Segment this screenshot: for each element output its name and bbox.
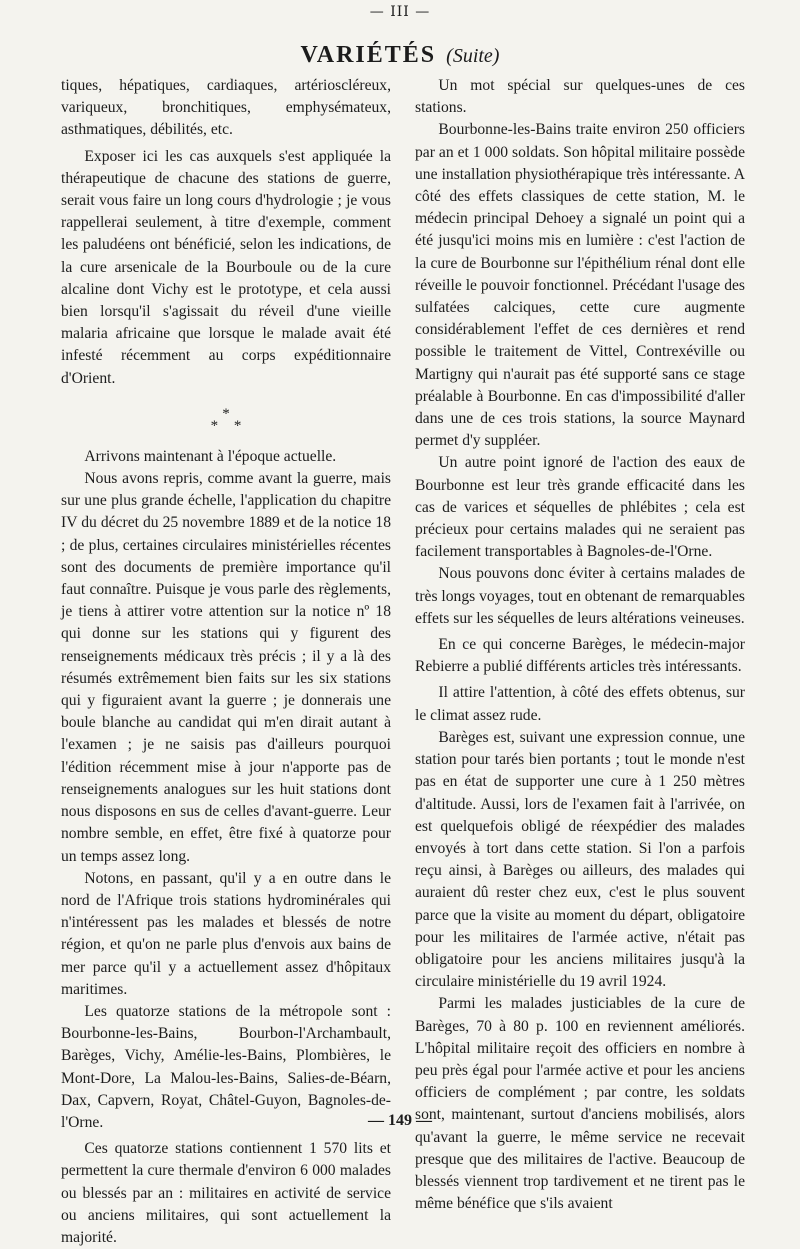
left-paragraph-6: Les quatorze stations de la métropole sont : Bourbonne-les-Bains, Bourbon-l'Archambault, Barèges, Vichy, Amélie-les-Bains, Plombières, le Mont-Dore, La Malou-les-Bains, Salies-de-Béarn, Dax, Capvern, Royat, Châtel-Guyon, Bagnoles-de-l'Orne. bbox=[61, 1002, 391, 1131]
asterism-bottom: * * bbox=[210, 417, 248, 434]
title-main: VARIÉTÉS bbox=[300, 42, 437, 68]
right-paragraph-6: Il attire l'attention, à côté des effets obtenus, sur le climat assez rude. bbox=[415, 684, 745, 724]
left-paragraph-4: Nous avons repris, comme avant la guerre, mais sur une plus grande échelle, l'application du chapitre IV du décret du 25 novembre 1889 et de la notice 18 ; de plus, certaines circulaires ministérielles récentes sont des documents de première importance qu'il faut connaître. Puisque je vous parle des règlements, je tiens à attirer votre attention sur la notice nº 18 qui donne sur les stations qui y figurent des renseignements médicaux très précis ; il y a là des résumés extrêmement bien faits sur les six stations qui y figuraient avant la guerre ; je donnerais une boule blanche au candidat qui m'en dirait autant à l'examen ; je ne saisis pas d'ailleurs pourquoi l'édition récemment mise à jour n'apporte pas de renseignements analogues sur les huit stations dont nous disposons en sus de celles d'avant-guerre. Leur nombre semble, en effet, être fixé à quatorze pour un temps assez long. bbox=[61, 470, 391, 865]
left-paragraph-2: Exposer ici les cas auxquels s'est appliquée la thérapeutique de chacune des stations de guerre, serait vous faire un long cours d'hydrologie ; je vous rappellerai seulement, à titre d'exemple, comment les paludéens ont bénéficié, selon les indications, de la cure arsenicale de la Bourboule ou de la cure alcaline dont Vichy est le prototype, et cela aussi bien lorsqu'il s'agissait du réveil d'une vieille malaria africaine que lorsque le malade avait été infesté récemment au corps expéditionnaire d'Orient. bbox=[61, 147, 391, 387]
right-paragraph-7: Barèges est, suivant une expression connue, une station pour tarés bien portants ; tout le monde n'est pas en état de supporter une cure à 1 250 mètres d'altitude. Aussi, lors de l'examen fait à l'arrivée, on est quelquefois obligé de réexpédier des malades envoyés à tort dans cette station. Si l'on a parfois reçu ainsi, à Barèges ou ailleurs, des malades qui auraient dû rester chez eux, c'est le plus souvent parce que la visite au moment du départ, obligatoire pour les militaires de l'armée active, n'était pas obligatoire pour les anciens militaires jusqu'à la circulaire ministérielle du 19 avril 1924. bbox=[415, 728, 745, 991]
left-paragraph-3: Arrivons maintenant à l'époque actuelle. bbox=[84, 447, 337, 465]
right-paragraph-3: Un autre point ignoré de l'action des eaux de Bourbonne est leur très grande efficacité dans les cas de varices et séquelles de phlébites ; cela est précieux pour certains malades qui ne seraient pas facilement transportables à Bagnoles-de-l'Orne. bbox=[415, 454, 745, 561]
running-folio: — III — bbox=[369, 4, 431, 20]
left-paragraph-7: Ces quatorze stations contiennent 1 570 lits et permettent la cure thermale d'environ 6 000 malades ou blessés par an : militaires en activité de service ou anciens militaires, qui sont actuellement la majorité. bbox=[61, 1140, 391, 1246]
right-paragraph-8: Parmi les malades justiciables de la cure de Barèges, 70 à 80 p. 100 en reviennent améliorés. L'hôpital militaire reçoit des officiers en nombre à peu près égal pour l'armée active et pour les anciens officiers de complément ; par contre, les soldats sont, maintenant, surtout d'anciens mobilisés, alors qu'avant la guerre, le même service ne recevait presque que des militaires de l'active. Beaucoup de blessés viennent trop tardivement et ne tirent pas le même bénéfice que s'ils avaient bbox=[415, 995, 745, 1213]
right-column bbox=[415, 75, 745, 1215]
asterism-top: * bbox=[222, 405, 230, 422]
left-paragraph-1: tiques, hépatiques, cardiaques, artérioscléreux, variqueux, bronchitiques, emphysémateux, asthmatiques, débilités, etc. bbox=[61, 77, 391, 139]
asterism-separator bbox=[61, 405, 391, 434]
right-paragraph-4: Nous pouvons donc éviter à certains malades de très longs voyages, tout en obtenant de remarquables effets sur les séquelles de leurs altérations veineuses. bbox=[415, 565, 745, 627]
right-paragraph-5: En ce qui concerne Barèges, le médecin-major Rebierre a publié différents articles très intéressants. bbox=[415, 636, 745, 676]
left-column bbox=[61, 75, 391, 1249]
left-paragraph-5: Notons, en passant, qu'il y a en outre dans le nord de l'Afrique trois stations hydrominérales qui n'intéressent pas les malades et blessés de notre région, et qu'on ne parle plus d'envois aux bains de mer parce qu'il y a actuellement assez d'hôpitaux maritimes. bbox=[61, 869, 391, 998]
right-paragraph-1: Un mot spécial sur quelques-unes de ces stations. bbox=[415, 77, 745, 117]
title-suite: (Suite) bbox=[446, 45, 500, 67]
section-title bbox=[0, 42, 800, 69]
right-paragraph-2: Bourbonne-les-Bains traite environ 250 officiers par an et 1 000 soldats. Son hôpital militaire possède une installation physiothérapique très intéressante. A côté des effets classiques de cette station, M. le médecin principal Dehoey a signalé un point qui a été jusqu'ici moins mis en lumière : c'est l'action de la cure de Bourbonne sur l'épithélium rénal dont elle réveille le pouvoir fonctionnel. Précédant l'usage des sulfatées calciques, cette cure augmente considérablement l'effet de ces dernières et rend possible le traitement de Vittel, Contrexéville ou Martigny qui n'aurait pas été supporté sans ce stage préalable à Bourbonne. En cas d'impossibilité d'aller dans une de ces trois stations, la source Maynard permet d'y suppléer. bbox=[415, 121, 745, 450]
page-number: — 149 — bbox=[368, 1112, 432, 1129]
